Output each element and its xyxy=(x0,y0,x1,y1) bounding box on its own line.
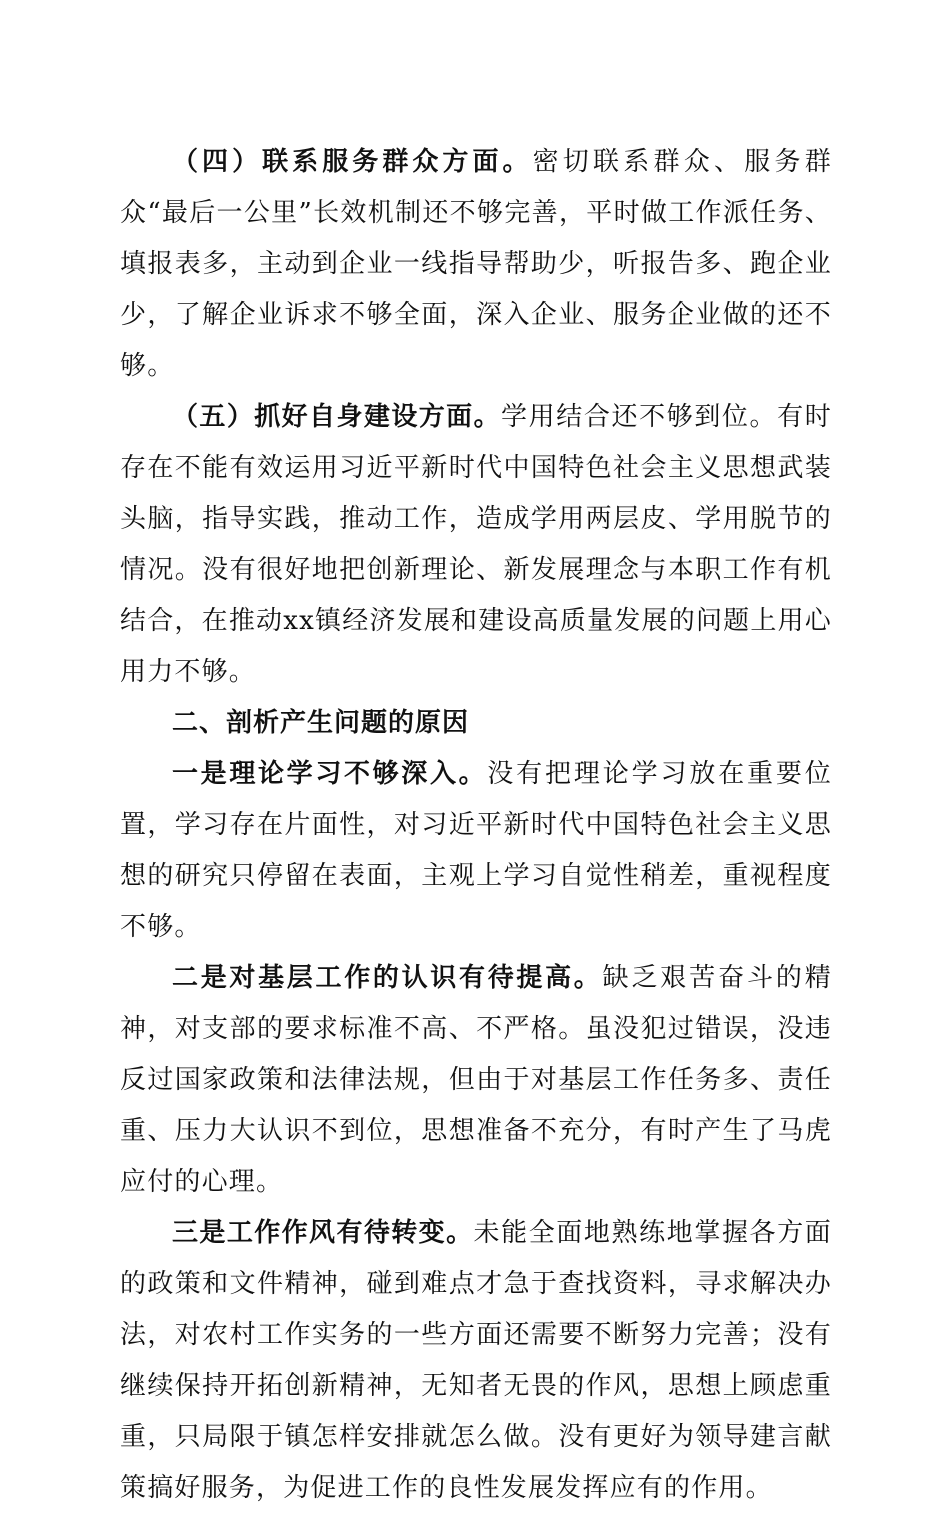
reason-1-lead: 一是理论学习不够深入。 xyxy=(172,759,488,789)
reason-3-lead: 三是工作作风有待转变。 xyxy=(172,1218,474,1248)
section-heading-2: 二、剖析产生问题的原因 xyxy=(172,708,470,738)
section-5-body: 学用结合还不够到位。有时存在不能有效运用习近平新时代中国特色社会主义思想武装头脑，指导实践，推动工作，造成学用两层皮、学用脱节的情况。没有很好地把创新理论、新发展理念与本职工作有机结合，在推动xx镇经济发展和建设高质量发展的问题上用心用力不够。 xyxy=(120,402,832,687)
document-body xyxy=(120,137,832,1514)
paragraph-section-5 xyxy=(120,392,832,698)
reason-3-body: 未能全面地熟练地掌握各方面的政策和文件精神，碰到难点才急于查找资料，寻求解决办法，对农村工作实务的一些方面还需要不断努力完善；没有继续保持开拓创新精神，无知者无畏的作风，思想上顾虑重重，只局限于镇怎样安排就怎么做。没有更好为领导建言献策搞好服务，为促进工作的良性发展发挥应有的作用。 xyxy=(120,1218,832,1503)
section-5-lead: （五）抓好自身建设方面。 xyxy=(172,402,501,432)
section-4-lead: （四）联系服务群众方面。 xyxy=(172,147,533,177)
section-4-body: 密切联系群众、服务群众“最后一公里”长效机制还不够完善，平时做工作派任务、填报表多，主动到企业一线指导帮助少，听报告多、跑企业少，了解企业诉求不够全面，深入企业、服务企业做的还不够。 xyxy=(120,147,832,381)
paragraph-section-4 xyxy=(120,137,832,392)
reason-2-body: 缺乏艰苦奋斗的精神，对支部的要求标准不高、不严格。虽没犯过错误，没违反过国家政策和法律法规，但由于对基层工作任务多、责任重、压力大认识不到位，思想准备不充分，有时产生了马虎应付的心理。 xyxy=(120,963,832,1197)
reason-2-lead: 二是对基层工作的认识有待提高。 xyxy=(172,963,603,993)
paragraph-reason-3 xyxy=(120,1208,832,1514)
paragraph-reason-1 xyxy=(120,749,832,953)
reason-1-body: 没有把理论学习放在重要位置，学习存在片面性，对习近平新时代中国特色社会主义思想的研究只停留在表面，主观上学习自觉性稍差，重视程度不够。 xyxy=(120,759,832,942)
paragraph-reason-2 xyxy=(120,953,832,1208)
